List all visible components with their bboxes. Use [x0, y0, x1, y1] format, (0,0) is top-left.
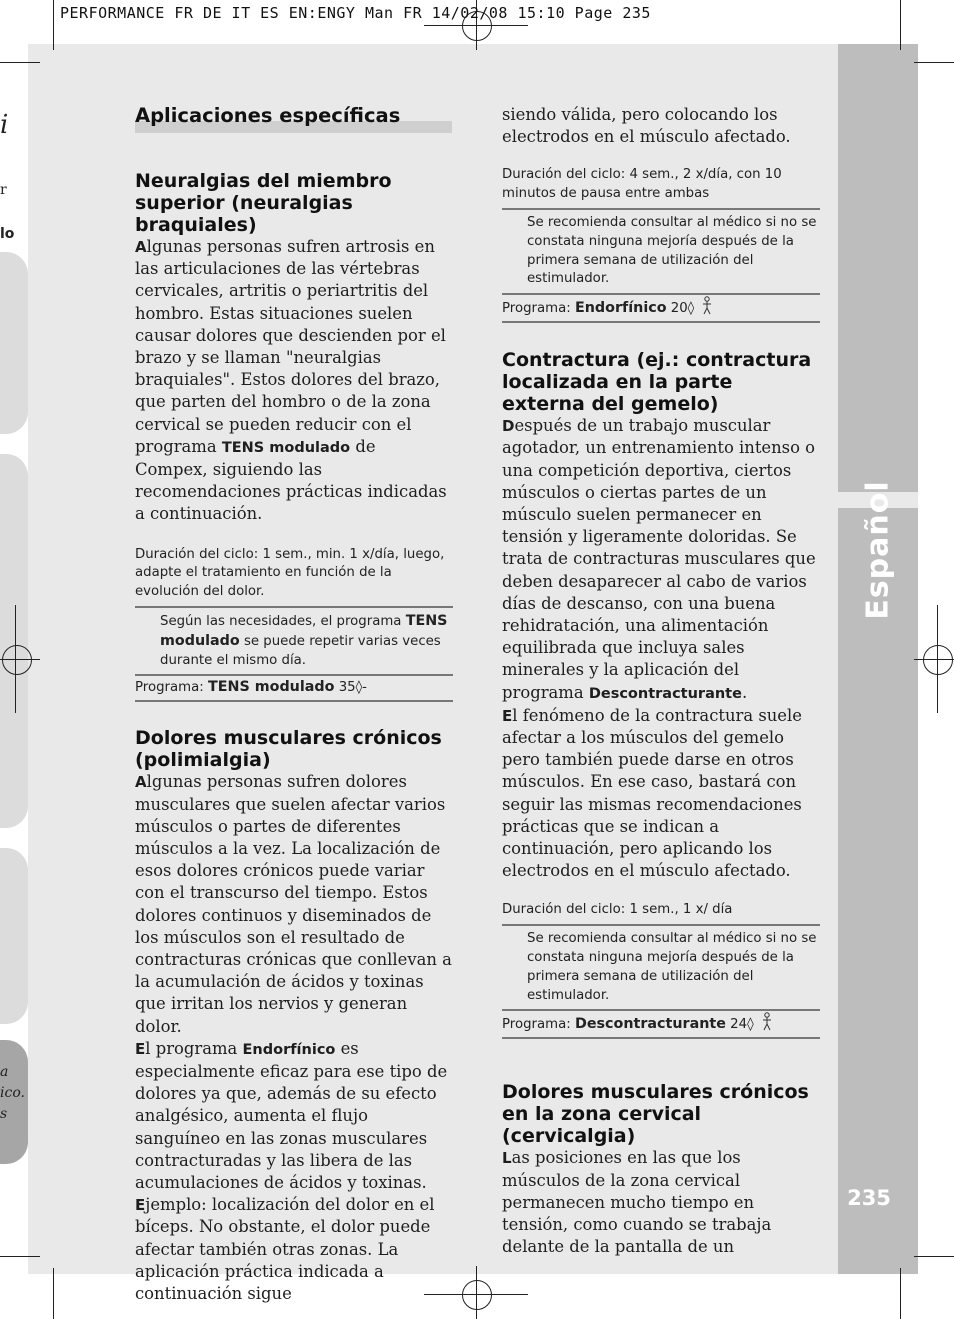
paragraph-contractura: Después de un trabajo muscular agotador, un entrenamiento intenso o una competición deportiva, ciertos músculos o ciertas partes de un músculo suelen permanecer en tensión y ligeramente doloridas. Se trata de contracturas musculares que deben desaparecer al cabo de varios días de descanso, con una buena rehidratación, una alimentación equilibrada que incluya sales minerales y la aplicación del programa Descontracturante.: [502, 416, 816, 702]
paragraph-cervicalgia: Las posiciones en las que los músculos de la zona cervical permanecen mucho tiempo en tensión, como cuando se trabaja delante de la pantalla de un: [502, 1148, 772, 1257]
crop-mark: [900, 0, 901, 50]
drop-cap: A: [135, 238, 147, 256]
section-title-cervicalgia: Dolores musculares crónicos en la zona cervical (cervicalgia): [502, 1081, 809, 1148]
left-section-tab: [0, 848, 28, 1024]
program-name: Endorfínico: [574, 300, 667, 317]
left-page-fragment: s: [0, 1106, 8, 1122]
program-line: Programa: Descontracturante 24◊: [502, 1011, 820, 1037]
left-page-fragment: ico.: [0, 1085, 25, 1101]
crop-mark: [53, 1268, 54, 1319]
crop-mark: [53, 0, 54, 50]
print-slug-line: PERFORMANCE FR DE IT ES EN:ENGY Man FR 14/02/08 15:10 Page 235: [60, 4, 651, 22]
paragraph-ejemplo: Ejemplo: localización del dolor en el bíceps. No obstante, el dolor puede afectar también otras zonas. La aplicación práctica indicada a continuación sigue: [135, 1195, 435, 1304]
drop-cap: E: [135, 1196, 146, 1215]
left-page-fragment: lo: [0, 226, 15, 242]
person-icon: [700, 296, 714, 316]
program-name: TENS modulado: [160, 613, 448, 649]
crop-mark: [914, 1256, 954, 1257]
left-page-fragment: i: [0, 110, 9, 140]
section-title-braquiales: Neuralgias del miembro superior (neuralgias braquiales): [135, 170, 392, 236]
registration-mark: [2, 645, 32, 675]
drop-cap: E: [135, 1039, 146, 1058]
recommendation-note: Según las necesidades, el programa TENS modulado se puede repetir varias veces durante el mismo día.: [160, 613, 448, 668]
left-section-tab: [0, 1040, 28, 1164]
cycle-duration: Duración del ciclo: 4 sem., 2 x/día, con 10 minutos de pausa entre ambas: [502, 167, 782, 202]
left-section-tab: [0, 252, 28, 434]
crop-mark: [900, 1268, 901, 1319]
registration-mark: [462, 1280, 492, 1310]
registration-mark: [914, 659, 954, 660]
page-title: Aplicaciones específicas: [135, 104, 401, 127]
right-column: [502, 104, 820, 1258]
registration-mark: [476, 1266, 477, 1319]
left-section-tab: [0, 454, 28, 828]
paragraph-continuation: siendo válida, pero colocando los electrodos en el músculo afectado.: [502, 105, 791, 147]
drop-cap: E: [502, 706, 513, 725]
recommendation-note: Se recomienda consultar al médico si no se constata ninguna mejoría después de la primera semana de utilización del estimulador.: [527, 931, 817, 1003]
cycle-duration: Duración del ciclo: 1 sem., min. 1 x/día, luego, adapte el tratamiento en función de la evolución del dolor.: [135, 546, 445, 600]
program-line: Programa: Endorfínico 20◊: [502, 295, 820, 321]
program-name: TENS modulado: [207, 679, 335, 696]
left-column: [135, 104, 453, 1305]
paragraph-polimialgia: Algunas personas sufren dolores musculares que suelen afectar varios músculos o partes de diferentes músculos a la vez. La localización de esos dolores crónicos puede variar con el transcurso del tiempo. Estos dolores continuos y diseminados de los músculos son el resultado de contracturas crónicas que conllevan a la acumulación de ácidos y toxinas que irritan los nervios y generan dolor.: [135, 772, 452, 1036]
section-title-contractura: Contractura (ej.: contractura localizada en la parte externa del gemelo): [502, 349, 812, 416]
crop-mark: [0, 1256, 40, 1257]
registration-mark: [923, 645, 953, 675]
person-icon: [760, 1012, 774, 1032]
drop-cap: D: [502, 417, 515, 436]
program-name: Descontracturante: [574, 1016, 726, 1033]
crop-mark: [914, 62, 954, 63]
program-line: Programa: TENS modulado 35◊-: [135, 679, 367, 696]
recommendation-note: Se recomienda consultar al médico si no se constata ninguna mejoría después de la primera semana de utilización del estimulador.: [527, 215, 817, 287]
section-title-polimialgia: Dolores musculares crónicos (polimialgia): [135, 727, 442, 772]
registration-mark: [0, 659, 40, 660]
left-page-fragment: r: [0, 182, 7, 198]
registration-mark: [424, 25, 528, 26]
program-name: TENS modulado: [221, 439, 351, 456]
paragraph-endorfinico: El programa Endorfínico es especialmente eficaz para ese tipo de dolores ya que, además de su efecto analgésico, aumenta el flujo sanguíneo en las zonas musculares contracturadas y las libera de las acumulaciones de ácidos y toxinas.: [135, 1038, 448, 1193]
crop-mark: [0, 62, 40, 63]
main-title-block: [135, 104, 453, 138]
paragraph-gemelo: El fenómeno de la contractura suele afectar a los músculos del gemelo pero también puede darse en otros músculos. En ese caso, bastará con seguir las mismas recomendaciones prácticas que se indican a continuación, pero aplicando los electrodos en el músculo afectado.: [502, 705, 802, 881]
program-name: Endorfínico: [242, 1041, 336, 1058]
cycle-duration: Duración del ciclo: 1 sem., 1 x/ día: [502, 902, 733, 918]
paragraph-braquiales: Algunas personas sufren artrosis en las articulaciones de las vértebras cervicales, artritis o periartritis del hombro. Estas situaciones suelen causar dolores que descienden por el brazo y se llaman "neuralgias braquiales". Estos dolores del brazo, que parten del hombro o de la zona cervical se pueden reducir con el programa TENS modulado de Compex, siguiendo las recomendaciones prácticas indicadas a continuación.: [135, 237, 447, 524]
drop-cap: A: [135, 773, 147, 792]
drop-cap: L: [502, 1149, 512, 1168]
program-name: Descontracturante: [588, 685, 742, 702]
page-number: 235: [847, 1186, 891, 1210]
language-label: Español: [860, 480, 896, 620]
language-side-tab: [838, 44, 918, 1274]
left-page-fragment: a: [0, 1064, 9, 1080]
